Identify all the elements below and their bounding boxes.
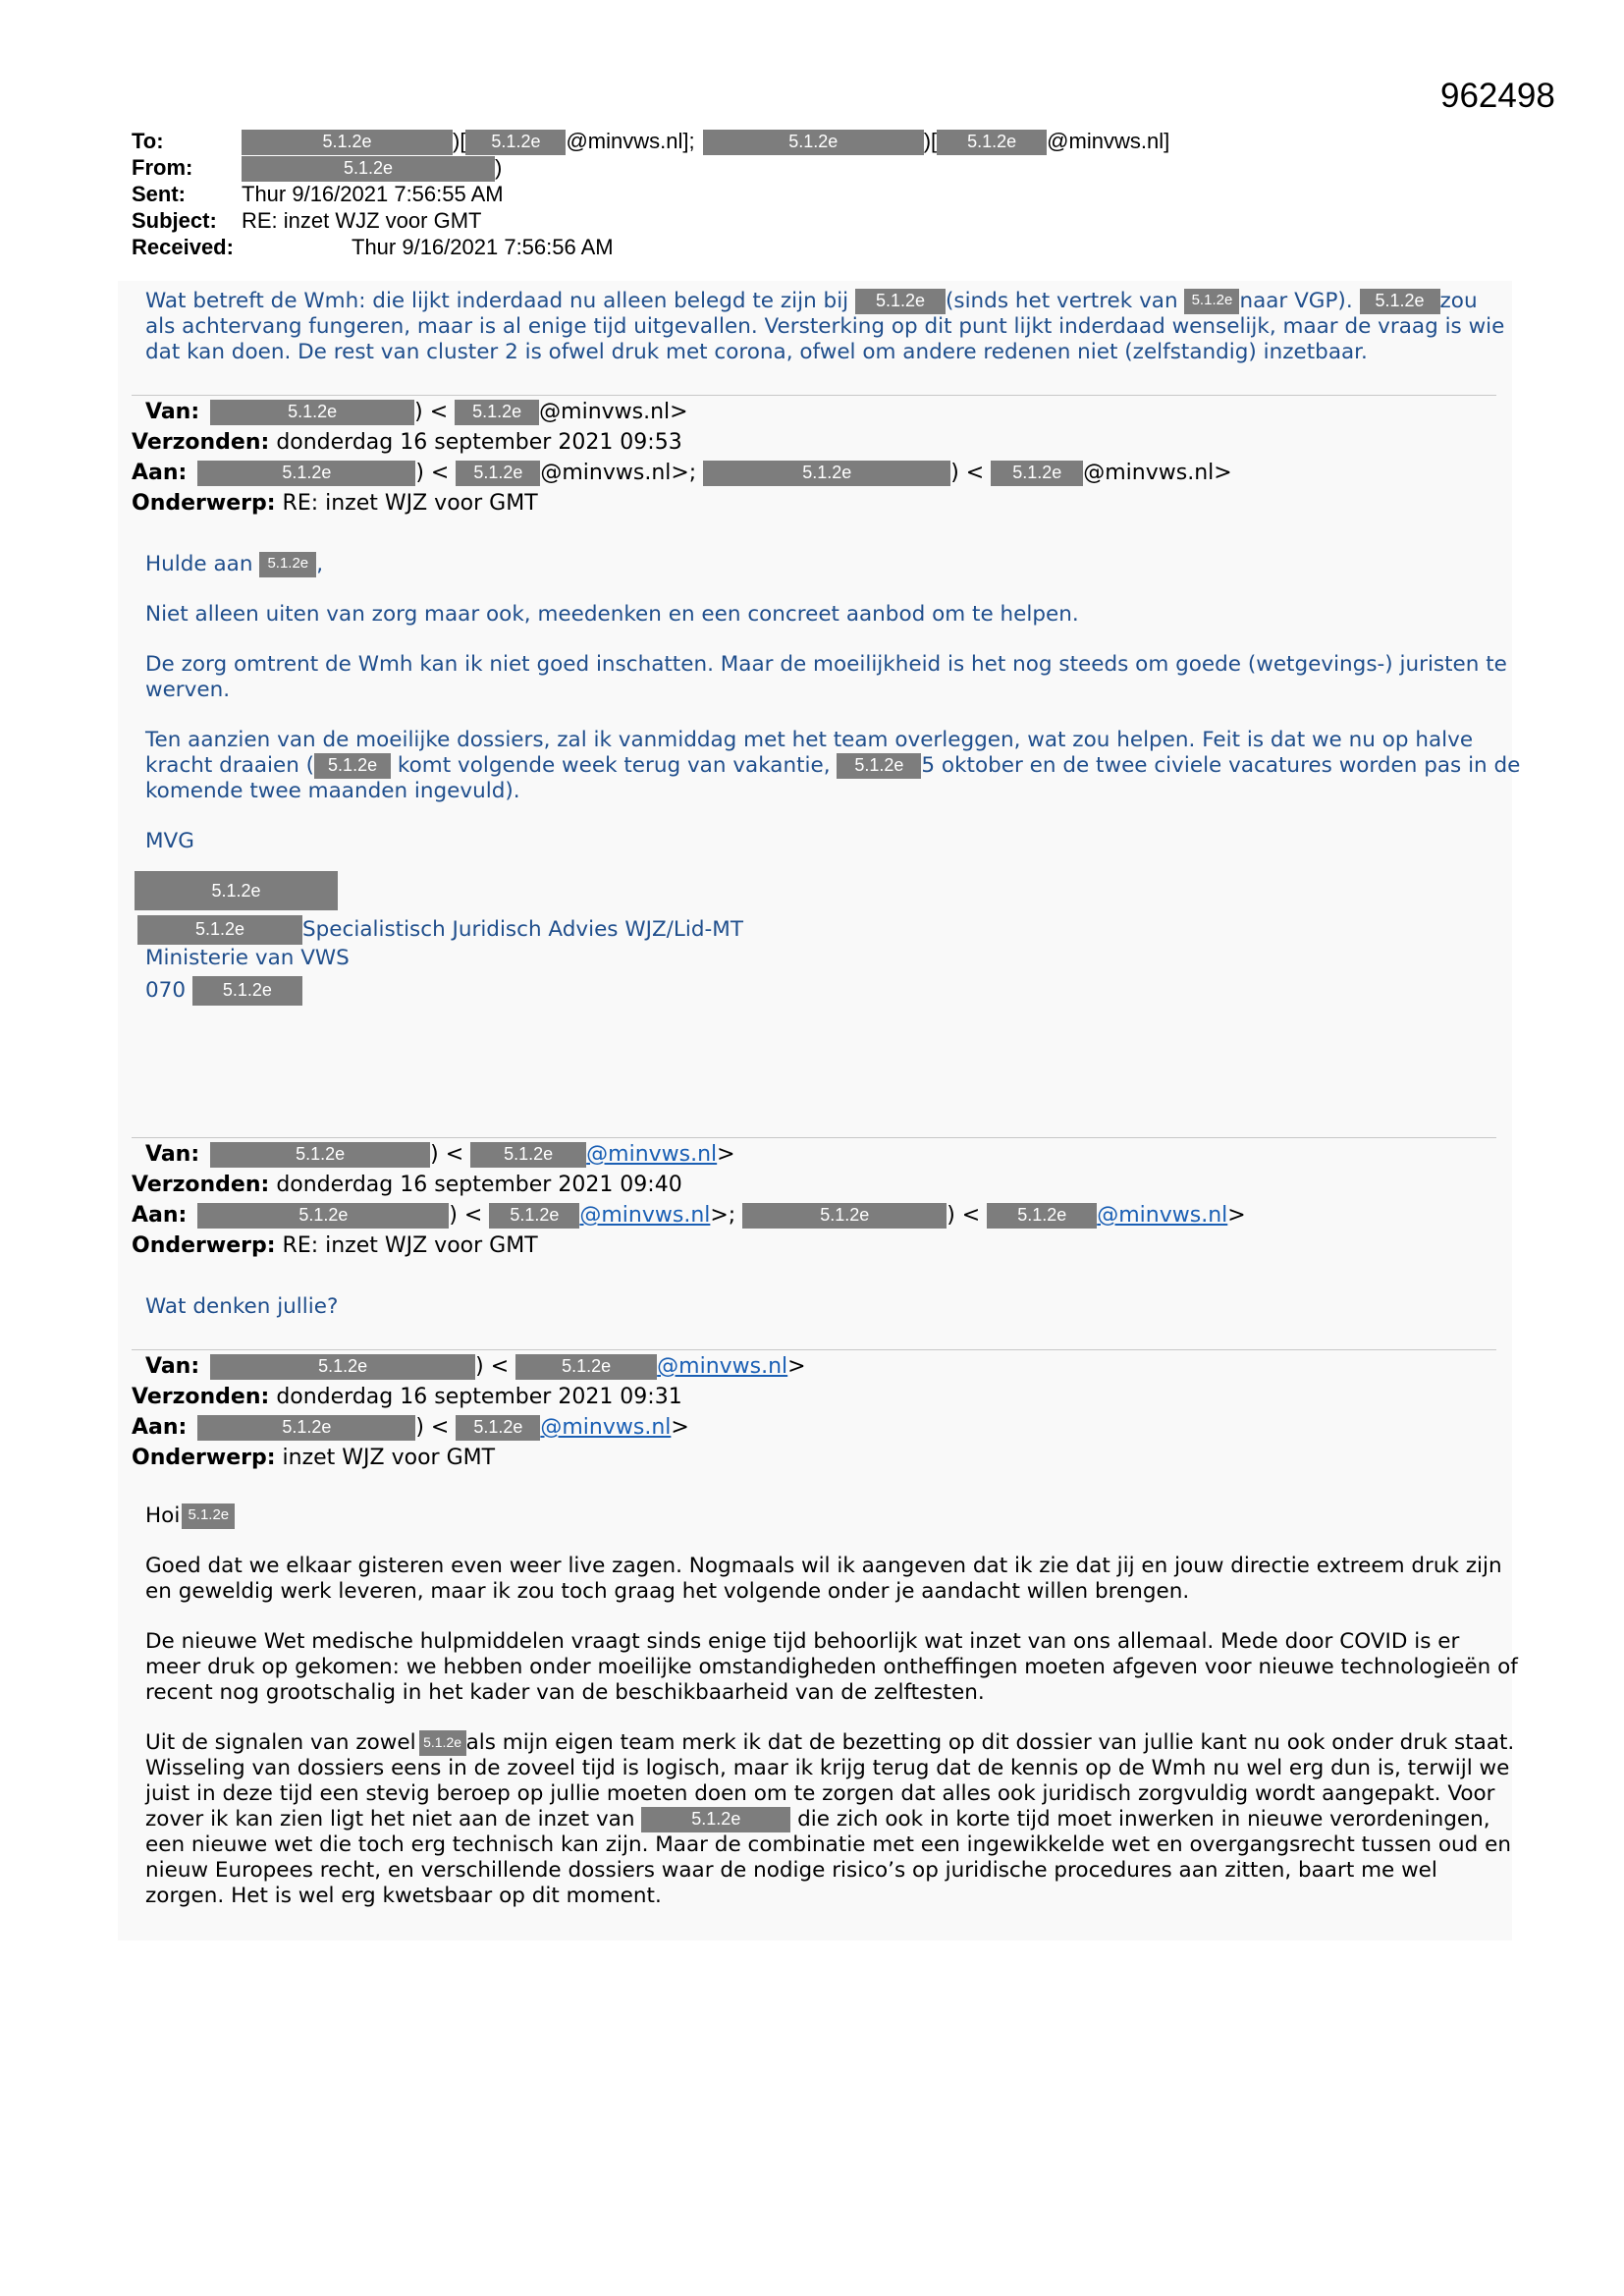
redaction-box: 5.1.2e	[456, 1415, 540, 1441]
redaction-box: 5.1.2e	[137, 915, 302, 945]
message-4-paragraph-1a: Goed dat we elkaar gisteren even weer live zagen. Nogmaals wil ik aangeven dat ik zie dat jij en jouw directie extreem druk zijn	[145, 1554, 1502, 1578]
redaction-box: 5.1.2e	[641, 1807, 790, 1832]
redaction-box: 5.1.2e	[210, 1142, 430, 1168]
message-1-line-1: Wat betreft de Wmh: die lijkt inderdaad nu alleen belegd te zijn bij 5.1.2e (sinds het vertrek van 5.1.2e naar VGP). 5.1.2e zou	[145, 289, 1478, 313]
message-3-header: Van: 5.1.2e ) < 5.1.2e @minvws.nl> Verzonden: donderdag 16 september 2021 09:40 Aan: 5.1.2e ) < 5.1.2e @minvws.nl>; 5.1.2e ) < 5.1.2e @minvws.nl> Onderwerp: RE: inzet WJZ voor GMT	[132, 1142, 1246, 1258]
redaction-box: 5.1.2e	[182, 1503, 235, 1529]
message-4-paragraph-3c: juist in deze tijd een stevig beroep op jullie moeten doen om te zorgen dat alles ook juridisch zorgvuldig wordt aangepakt. Voor	[145, 1781, 1495, 1806]
redaction-box: 5.1.2e	[419, 1730, 466, 1756]
redaction-box: 5.1.2e	[210, 400, 414, 425]
redaction-box: 5.1.2e	[210, 1354, 475, 1380]
redaction-box: 5.1.2e	[937, 130, 1047, 155]
message-2-paragraph-3b: kracht draaien ( 5.1.2e komt volgende week terug van vakantie, 5.1.2e 5 oktober en de twee civiele vacatures worden pas in de	[145, 753, 1521, 778]
separator	[132, 1349, 1496, 1350]
message-4-paragraph-3e: een nieuwe wet die toch erg technisch kan zijn. Maar de combinatie met een ingewikkelde wet en overgangsrecht tussen oud en	[145, 1832, 1511, 1857]
signature-phone: 070 5.1.2e	[145, 976, 1495, 1006]
message-2-closing: MVG	[145, 829, 194, 853]
subject-value: RE: inzet WJZ voor GMT	[242, 208, 482, 233]
received-label: Received:	[132, 235, 234, 259]
redaction-box: 5.1.2e	[991, 461, 1083, 486]
sent-value: Thur 9/16/2021 7:56:55 AM	[242, 182, 504, 206]
message-2-paragraph-3c: komende twee maanden ingevuld).	[145, 779, 520, 803]
redaction-box: 5.1.2e	[1360, 289, 1440, 314]
redaction-box: 5.1.2e	[259, 552, 316, 577]
separator	[132, 1137, 1496, 1138]
redaction-box: 5.1.2e	[242, 130, 453, 155]
redaction-box: 5.1.2e	[192, 976, 302, 1006]
message-2-greeting: Hulde aan 5.1.2e ,	[145, 552, 324, 576]
message-4-greeting: Hoi 5.1.2e	[145, 1503, 1495, 1529]
redaction-box: 5.1.2e	[742, 1203, 947, 1229]
redaction-box: 5.1.2e	[455, 400, 539, 425]
redaction-box: 5.1.2e	[470, 1142, 586, 1168]
redaction-box: 5.1.2e	[465, 130, 566, 155]
redaction-box: 5.1.2e	[197, 1203, 449, 1229]
redaction-box: 5.1.2e	[314, 753, 391, 779]
redaction-box: 5.1.2e	[837, 753, 921, 779]
message-4-paragraph-1b: en geweldig werk leveren, maar ik zou toch graag het volgende onder je aandacht willen brengen.	[145, 1579, 1190, 1604]
message-4-paragraph-3g: zorgen. Het is wel erg kwetsbaar op dit moment.	[145, 1884, 662, 1908]
separator	[132, 395, 1496, 396]
message-4-header: Van: 5.1.2e ) < 5.1.2e @minvws.nl> Verzonden: donderdag 16 september 2021 09:31 Aan: 5.1.2e ) < 5.1.2e @minvws.nl> Onderwerp: inzet WJZ voor GMT	[132, 1354, 806, 1470]
message-4-paragraph-2a: De nieuwe Wet medische hulpmiddelen vraagt sinds enige tijd behoorlijk wat inzet van ons allemaal. Mede door COVID is er	[145, 1629, 1460, 1654]
message-4-paragraph-2b: meer druk op gekomen: we hebben onder moeilijke omstandigheden ontheffingen moeten afgeven voor nieuwe technologieën of	[145, 1655, 1518, 1679]
redaction-box: 5.1.2e	[703, 461, 950, 486]
signature-name-redaction: 5.1.2e	[135, 871, 338, 910]
message-4-paragraph-3d: zover ik kan zien ligt het niet aan de inzet van 5.1.2e die zich ook in korte tijd moet inwerken in nieuwe verordeningen,	[145, 1807, 1490, 1831]
message-4-paragraph-2c: recent nog grootschalig in het kader van de beschikbaarheid van de zelftesten.	[145, 1680, 985, 1705]
message-3-body: Wat denken jullie?	[145, 1294, 339, 1319]
redaction-box: 5.1.2e	[855, 289, 946, 314]
redaction-box: 5.1.2e	[515, 1354, 657, 1380]
received-value: Thur 9/16/2021 7:56:56 AM	[352, 235, 614, 259]
signature-organisation: Ministerie van VWS	[145, 946, 350, 970]
message-4-paragraph-3b: Wisseling van dossiers eens in de zoveel tijd is logisch, maar ik krijg terug dat de kennis op de Wmh nu wel erg dun is, terwijl we	[145, 1756, 1510, 1780]
redaction-box: 5.1.2e	[1184, 289, 1239, 314]
message-2-paragraph-2b: werven.	[145, 678, 231, 702]
message-1-line-3: dat kan doen. De rest van cluster 2 is ofwel druk met corona, ofwel om andere redenen niet (zelfstandig) inzetbaar.	[145, 340, 1368, 364]
message-4-paragraph-3a: Uit de signalen van zowel 5.1.2e als mijn eigen team merk ik dat de bezetting op dit dossier van jullie kant nu ook onder druk staat.	[145, 1730, 1515, 1755]
redaction-box: 5.1.2e	[489, 1203, 579, 1229]
redaction-box: 5.1.2e	[197, 1415, 415, 1441]
message-2-paragraph-1: Niet alleen uiten van zorg maar ook, meedenken en een concreet aanbod om te helpen.	[145, 602, 1079, 627]
message-2-paragraph-3a: Ten aanzien van de moeilijke dossiers, zal ik vanmiddag met het team overleggen, wat zou helpen. Feit is dat we nu op halve	[145, 728, 1474, 752]
redaction-box: 5.1.2e	[456, 461, 540, 486]
redaction-box: 5.1.2e	[987, 1203, 1097, 1229]
message-4-paragraph-3f: nieuw Europees recht, en verschillende dossiers waar de nodige risico’s op juridische procedures aan zitten, baart me wel	[145, 1858, 1437, 1883]
subject-label: Subject:	[132, 208, 217, 233]
signature-role: 5.1.2e Specialistisch Juridisch Advies WJZ/Lid-MT	[137, 915, 1488, 945]
redaction-box: 5.1.2e	[242, 156, 495, 182]
redaction-box: 5.1.2e	[703, 130, 924, 155]
from-label: From:	[132, 155, 193, 180]
message-2-header: Van: 5.1.2e ) < 5.1.2e @minvws.nl> Verzonden: donderdag 16 september 2021 09:53 Aan: 5.1.2e ) < 5.1.2e @minvws.nl>; 5.1.2e ) < 5.1.2e @minvws.nl> Onderwerp: RE: inzet WJZ voor GMT	[132, 400, 1232, 516]
message-1-line-2: als achtervang fungeren, maar is al enige tijd uitgevallen. Versterking op dit punt lijkt inderdaad wenselijk, maar de vraag is wie	[145, 314, 1505, 339]
document-id: 962498	[1440, 77, 1555, 115]
sent-label: Sent:	[132, 182, 186, 206]
to-label: To:	[132, 129, 164, 153]
message-2-paragraph-2a: De zorg omtrent de Wmh kan ik niet goed inschatten. Maar de moeilijkheid is het nog steeds om goede (wetgevings-) juristen te	[145, 652, 1507, 677]
redaction-box: 5.1.2e	[197, 461, 415, 486]
